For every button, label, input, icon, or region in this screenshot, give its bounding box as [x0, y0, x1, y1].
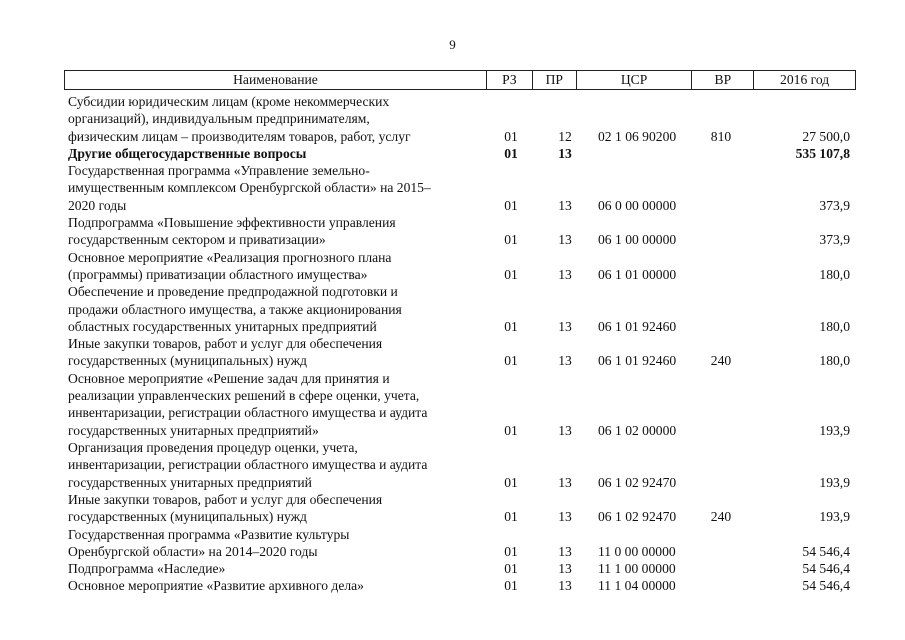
row-rz: 01	[504, 197, 518, 213]
row-rz: 01	[504, 318, 518, 334]
row-name	[68, 526, 488, 561]
row-pr: 13	[558, 561, 572, 577]
row-csr: 11 0 00 00000	[598, 543, 676, 559]
row-name-line: областных государственных унитарных предприятий	[68, 318, 377, 334]
row-name	[68, 283, 488, 335]
header-pr: ПР	[533, 71, 577, 89]
row-rz: 01	[504, 561, 518, 577]
page-number: 9	[449, 37, 456, 52]
row-pr: 13	[558, 509, 572, 525]
row-name-line: продажи областного имущества, а также акционирования	[68, 301, 402, 317]
row-pr: 13	[558, 578, 572, 594]
row-name	[68, 439, 488, 491]
row-name	[68, 214, 488, 249]
row-name-line: государственным сектором и приватизации»	[68, 232, 326, 248]
header-csr: ЦСР	[577, 71, 693, 89]
row-name	[68, 560, 488, 577]
row-csr: 06 1 01 00000	[598, 266, 677, 282]
row-name-line: Оренбургской области» на 2014–2020 годы	[68, 543, 318, 559]
row-amount: 193,9	[819, 474, 850, 490]
row-name-line: Государственная программа «Развитие культуры	[68, 526, 350, 542]
row-amount: 373,9	[819, 197, 850, 213]
row-rz: 01	[504, 578, 518, 594]
row-amount: 180,0	[819, 318, 850, 334]
row-csr: 06 1 01 92460	[598, 318, 677, 334]
row-csr: 06 1 01 92460	[598, 353, 677, 369]
row-rz: 01	[504, 422, 518, 438]
row-name	[68, 162, 488, 214]
row-name-line: Субсидии юридическим лицам (кроме некоммерческих	[68, 94, 390, 109]
row-name-line: Основное мероприятие «Решение задач для принятия и	[68, 370, 390, 386]
row-amount: 54 546,4	[802, 561, 850, 577]
row-amount: 54 546,4	[802, 543, 850, 559]
row-name-line: реализации управленческих решений в сфере оценки, учета,	[68, 388, 420, 404]
row-name-line: физическим лицам – производителям товаров, работ, услуг	[68, 128, 411, 144]
row-name	[68, 577, 488, 594]
row-name	[68, 93, 488, 145]
row-rz: 01	[504, 353, 518, 369]
row-rz: 01	[504, 509, 518, 525]
row-pr: 13	[558, 318, 572, 334]
row-amount: 180,0	[819, 353, 850, 369]
row-csr: 06 1 02 92470	[598, 509, 677, 525]
row-vr: 810	[710, 128, 732, 144]
row-name-line: Государственная программа «Управление земельно-	[68, 163, 370, 179]
row-pr: 13	[558, 353, 572, 369]
row-name-line: 2020 годы	[68, 197, 127, 213]
row-name-line: Организация проведения процедур оценки, учета,	[68, 440, 358, 455]
row-name	[68, 370, 488, 439]
row-name-line: (программы) приватизации областного имущества»	[68, 266, 368, 282]
row-name-line: Основное мероприятие «Реализация прогнозного плана	[68, 249, 392, 265]
row-pr: 13	[558, 232, 572, 248]
row-name-line: государственных (муниципальных) нужд	[68, 353, 307, 369]
row-name-line: инвентаризации, регистрации областного имущества и аудита	[68, 405, 428, 421]
row-amount: 193,9	[819, 422, 850, 438]
row-csr: 06 0 00 00000	[598, 197, 677, 213]
header-rz: РЗ	[487, 71, 533, 89]
row-name	[68, 249, 488, 284]
row-name-line: инвентаризации, регистрации областного имущества и аудита	[68, 457, 428, 473]
row-amount: 54 546,4	[802, 578, 850, 594]
row-name-line: Подпрограмма «Наследие»	[68, 561, 226, 577]
header-vr: ВР	[692, 71, 754, 89]
row-rz: 01	[504, 145, 518, 161]
row-pr: 13	[558, 197, 572, 213]
row-rz: 01	[504, 128, 518, 144]
row-name-line: государственных унитарных предприятий»	[68, 422, 319, 438]
row-vr: 240	[710, 353, 732, 369]
row-name-line: государственных унитарных предприятий	[68, 474, 312, 490]
row-rz: 01	[504, 474, 518, 490]
row-rz: 01	[504, 232, 518, 248]
row-pr: 13	[558, 474, 572, 490]
row-amount: 193,9	[819, 509, 850, 525]
row-name-line: Иные закупки товаров, работ и услуг для обеспечения	[68, 336, 383, 352]
row-rz: 01	[504, 266, 518, 282]
row-amount: 535 107,8	[795, 145, 850, 161]
header-name: Наименование	[65, 71, 487, 89]
row-csr: 11 1 04 00000	[598, 578, 676, 594]
row-name-line: государственных (муниципальных) нужд	[68, 509, 307, 525]
row-name	[68, 335, 488, 370]
row-pr: 12	[558, 128, 572, 144]
row-pr: 13	[558, 422, 572, 438]
row-name-line: Другие общегосударственные вопросы	[68, 145, 307, 161]
row-csr: 06 1 02 92470	[598, 474, 677, 490]
row-vr: 240	[710, 509, 732, 525]
row-name-line: Обеспечение и проведение предпродажной подготовки и	[68, 284, 398, 300]
row-name-line: организаций), индивидуальным предпринимателям,	[68, 111, 370, 127]
row-amount: 373,9	[819, 232, 850, 248]
row-pr: 13	[558, 543, 572, 559]
row-name-line: Основное мероприятие «Развитие архивного дела»	[68, 578, 364, 594]
row-pr: 13	[558, 145, 572, 161]
row-csr: 06 1 00 00000	[598, 232, 677, 248]
row-rz: 01	[504, 543, 518, 559]
row-pr: 13	[558, 266, 572, 282]
row-name-line: имущественным комплексом Оренбургской области» на 2015–	[68, 180, 431, 196]
row-amount: 180,0	[819, 266, 850, 282]
header-year: 2016 год	[780, 72, 830, 87]
row-name-line: Подпрограмма «Повышение эффективности управления	[68, 215, 396, 231]
row-csr: 02 1 06 90200	[598, 128, 677, 144]
table-header	[64, 70, 856, 90]
row-csr: 11 1 00 00000	[598, 561, 676, 577]
row-amount: 27 500,0	[802, 128, 850, 144]
row-name	[68, 491, 488, 526]
row-csr: 06 1 02 00000	[598, 422, 677, 438]
row-name	[68, 145, 488, 162]
row-name-line: Иные закупки товаров, работ и услуг для обеспечения	[68, 491, 383, 507]
